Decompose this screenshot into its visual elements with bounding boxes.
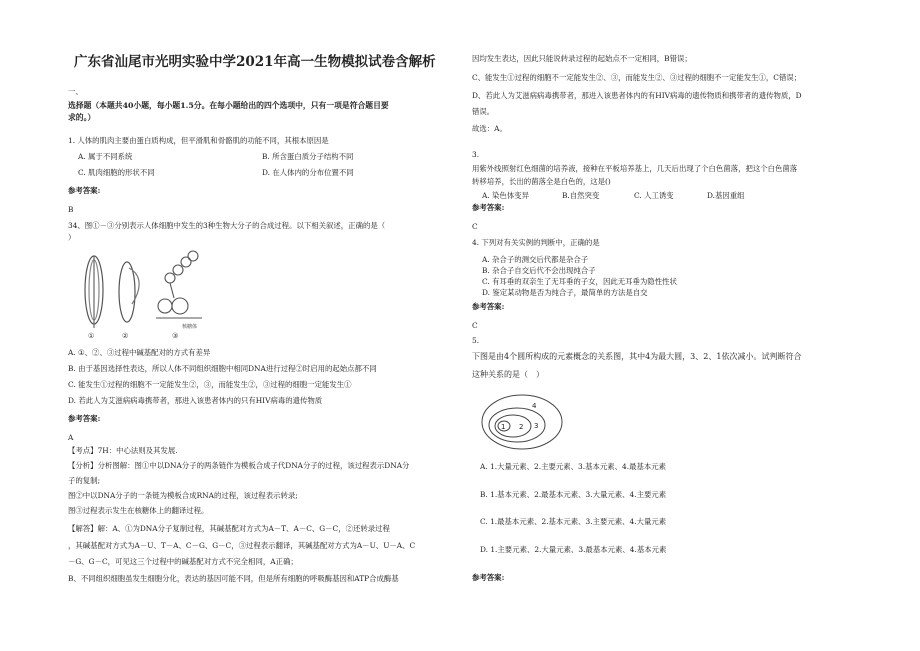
q4-option-a: A. 杂合子的测交后代都是杂合子 (482, 255, 589, 264)
q3-number: 3. (472, 150, 480, 159)
q2-explanation-9: B、不同组织细胞虽发生细胞分化，表达的基因可能不同，但是所有细胞的呼吸酶基因和ATP合成酶基 (68, 574, 399, 583)
q2-explanation-8: －G、G－C，可见这三个过程中的碱基配对方式不完全相同，A正确； (68, 557, 298, 566)
q3-option-a: A. 染色体变异 (482, 191, 529, 200)
q2-continuation-2: C、能发生①过程的细胞不一定能发生②、③，而能发生②、③过程的细胞不一定能发生①，C错误； (472, 73, 802, 82)
q1-option-d: D. 在人体内的分布位置不同 (262, 168, 354, 177)
synthesis-process-figure (74, 248, 208, 342)
q2-answer: A (68, 433, 74, 442)
q2-explanation-5: 图③过程表示发生在核糖体上的翻译过程。 (68, 506, 209, 515)
q4-option-b: B. 杂合子自交后代不会出现纯合子 (482, 266, 596, 275)
q1-option-b: B. 所含蛋白质分子结构不同 (262, 152, 354, 161)
q2-continuation-3: D、若此人为艾滋病病毒携带者，那进入该患者体内的有HIV病毒的遗传物质和携带者的遗传物质，D (472, 91, 802, 100)
q2-continuation-1: 因均发生表达，因此只能说转录过程的起始点不一定相同，B错误； (472, 54, 692, 63)
q2-continuation-4: 错误。 (472, 107, 495, 116)
dna-replication-diagram (85, 256, 103, 328)
nested-circles-diagram (480, 392, 566, 452)
q3-stem-2: 转移培养，长出的菌落全是白色的，这是() (472, 177, 611, 186)
q5-option-d: D. 1.主要元素、2.大量元素、3.最基本元素、4.基本元素 (480, 545, 667, 554)
q4-answer: C (472, 321, 478, 330)
figure-label-2: ② (122, 332, 129, 340)
q1-option-c: C. 肌肉细胞的形状不同 (78, 168, 155, 177)
q2-option-b: B. 由于基因选择性表达，所以人体不同组织细胞中相同DNA进行过程②时启用的起始点都不同 (68, 364, 377, 373)
circle-label-2: 2 (519, 423, 524, 431)
page-title: 广东省汕尾市光明实验中学2021年高一生物模拟试卷含解析 (74, 54, 436, 70)
circle-4 (482, 395, 562, 449)
q5-option-c: C. 1.最基本元素、2.基本元素、3.主要元素、4.大量元素 (480, 517, 667, 526)
q5-option-b: B. 1.基本元素、2.最基本元素、3.大量元素、4.主要元素 (480, 490, 667, 499)
q4-stem: 4. 下列对有关实例的判断中，正确的是 (472, 238, 600, 247)
figure-ribosome-label: 核糖体 (182, 324, 198, 330)
q4-option-d: D. 鉴定某动物是否为纯合子，最简单的方法是自交 (482, 288, 648, 297)
q3-answer-label: 参考答案: (472, 203, 505, 212)
q3-answer: C (472, 222, 478, 231)
circle-label-3: 3 (534, 422, 539, 430)
q3-option-d: D.基因重组 (707, 191, 745, 200)
q2-explanation-4: 图②中以DNA分子的一条链为模板合成RNA的过程，该过程表示转录; (68, 491, 298, 500)
section-heading-cont: 求的。） (68, 113, 96, 122)
q2-explanation-3: 子的复制; (68, 476, 101, 485)
q3-option-c: C. 人工诱变 (634, 191, 674, 200)
q2-explanation-2: 【分析】分析图解：图①中以DNA分子的两条链作为模板合成子代DNA分子的过程，该过程表示DNA分 (68, 461, 410, 470)
q1-stem: 1. 人体的肌肉主要由蛋白质构成，但平滑肌和骨骼肌的功能不同，其根本原因是 (68, 136, 329, 145)
q5-stem-1: 下图是由4个圆所构成的元素概念的关系图，其中4为最大圆，3、2、1依次减小。试判断符合 (472, 352, 802, 361)
q4-option-c: C. 有耳垂的双亲生了无耳垂的子女，因此无耳垂为隐性性状 (482, 277, 677, 286)
section-heading: 选择题（本题共40小题，每小题1.5分。在每小题给出的四个选项中，只有一项是符合题目要 (68, 101, 389, 110)
q5-answer-label: 参考答案: (472, 573, 505, 582)
q5-option-a: A. 1.大量元素、2.主要元素、3.基本元素、4.最基本元素 (480, 462, 667, 471)
q4-answer-label: 参考答案: (472, 302, 505, 311)
q2-stem: 34、图①－③分别表示人体细胞中发生的3种生物大分子的合成过程。以下相关叙述，正确的是（ (68, 221, 386, 230)
q2-stem-paren: ） (68, 233, 76, 242)
q2-explanation-1: 【考点】7H：中心法则及其发展. (68, 446, 178, 455)
q2-option-c: C. 能发生①过程的细胞不一定能发生②，③，而能发生②，③过程的细胞一定能发生① (68, 380, 352, 389)
q1-option-a: A. 属于不同系统 (78, 152, 133, 161)
figure-label-1: ① (88, 332, 95, 340)
translation-diagram (156, 251, 202, 318)
q5-number: 5. (472, 336, 480, 345)
q1-answer: B (68, 205, 74, 214)
q2-explanation-7: ，其碱基配对方式为A－U、T－A、C－G、G－C，③过程表示翻译，其碱基配对方式为A－U、U－A、C (68, 541, 416, 550)
section-number: 一、 (68, 87, 83, 96)
q2-explanation-6: 【解答】解：A、①为DNA分子复制过程，其碱基配对方式为A－T、A－C、G－C，②还转录过程 (68, 524, 390, 533)
q2-answer-label: 参考答案: (68, 414, 101, 423)
circle-label-1: 1 (501, 423, 506, 431)
circle-label-4: 4 (532, 402, 537, 410)
q5-stem-2: 这种关系的是（ ） (472, 370, 544, 379)
q2-continuation-5: 故选：A。 (472, 124, 507, 133)
transcription-diagram (119, 262, 139, 322)
figure-label-3: ③ (172, 332, 179, 340)
q3-option-b: B.自然突变 (562, 191, 600, 200)
q2-option-d: D. 若此人为艾滋病病毒携带者，那进入该患者体内的只有HIV病毒的遗传物质 (68, 396, 323, 405)
q1-answer-label: 参考答案: (68, 186, 101, 195)
q2-option-a: A. ①、②、③过程中碱基配对的方式有差异 (68, 348, 211, 357)
q3-stem-1: 用紫外线照射红色细菌的培养液，接种在平板培养基上，几天后出现了个白色菌落，把这个白色菌落 (472, 164, 798, 173)
